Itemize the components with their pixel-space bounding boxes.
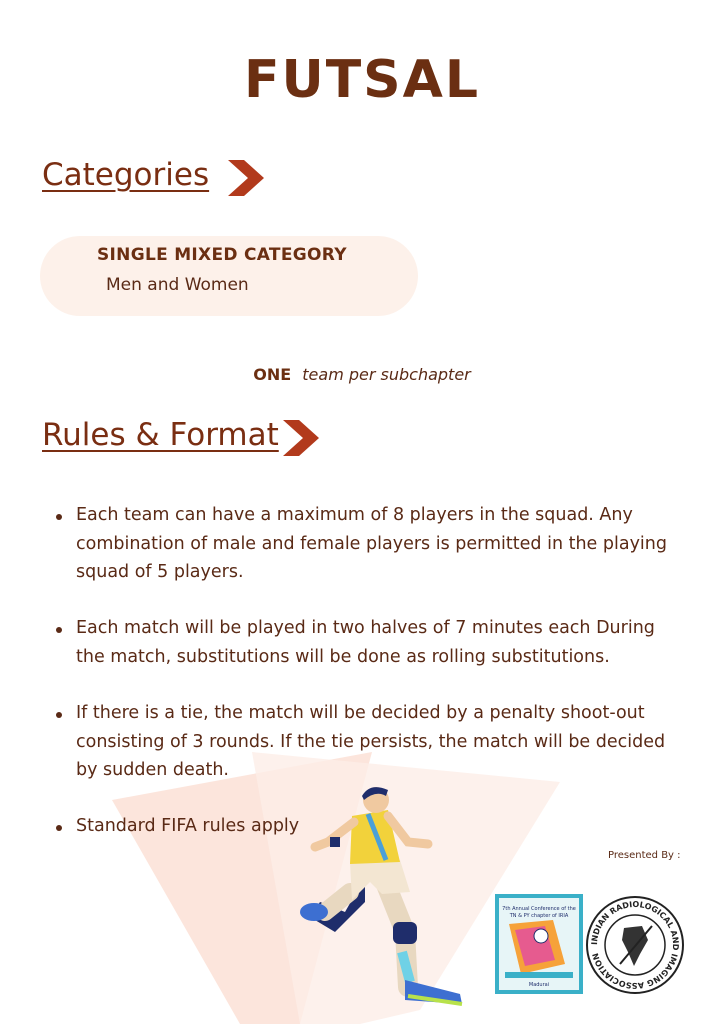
team-note-text: team per subchapter xyxy=(302,365,471,384)
rules-heading: Rules & Format xyxy=(42,417,279,453)
team-count: ONE xyxy=(253,365,292,384)
iria-seal-logo xyxy=(584,894,686,996)
page-title: FUTSAL xyxy=(243,50,481,110)
seal-text: INDIAN RADIOLOGICAL AND IMAGING ASSOCIATION xyxy=(589,899,681,991)
team-note xyxy=(0,365,724,384)
category-card-title: SINGLE MIXED CATEGORY xyxy=(97,245,347,265)
chevron-right-icon xyxy=(281,418,321,458)
bullet-icon xyxy=(56,627,62,633)
logo-left-line1: 7th Annual Conference of the xyxy=(502,906,576,912)
presented-by-label: Presented By : xyxy=(608,850,681,861)
bullet-icon xyxy=(56,712,62,718)
rule-item: Each match will be played in two halves of 7 minutes each During the match, substitutions will be done as rolling substitutions. xyxy=(76,618,655,667)
category-card-subtitle: Men and Women xyxy=(106,275,249,295)
rule-item: If there is a tie, the match will be decided by a penalty shoot-out consisting of 3 rounds. If the tie persists, the match will be decided by sudden death. xyxy=(76,703,666,780)
logo-left-line2: TN & PY chapter of IRIA xyxy=(509,913,569,919)
logo-left-line3: Madurai xyxy=(528,982,550,988)
conference-logo xyxy=(495,894,583,994)
bullet-icon xyxy=(56,514,62,520)
player-illustration xyxy=(290,782,490,1012)
bullet-icon xyxy=(56,825,62,831)
rule-item: Each team can have a maximum of 8 players in the squad. Any combination of male and female players is permitted in the playing squad of 5 players. xyxy=(76,505,667,582)
categories-heading: Categories xyxy=(42,157,210,193)
rule-item: Standard FIFA rules apply xyxy=(76,816,300,836)
chevron-right-icon xyxy=(226,158,266,198)
